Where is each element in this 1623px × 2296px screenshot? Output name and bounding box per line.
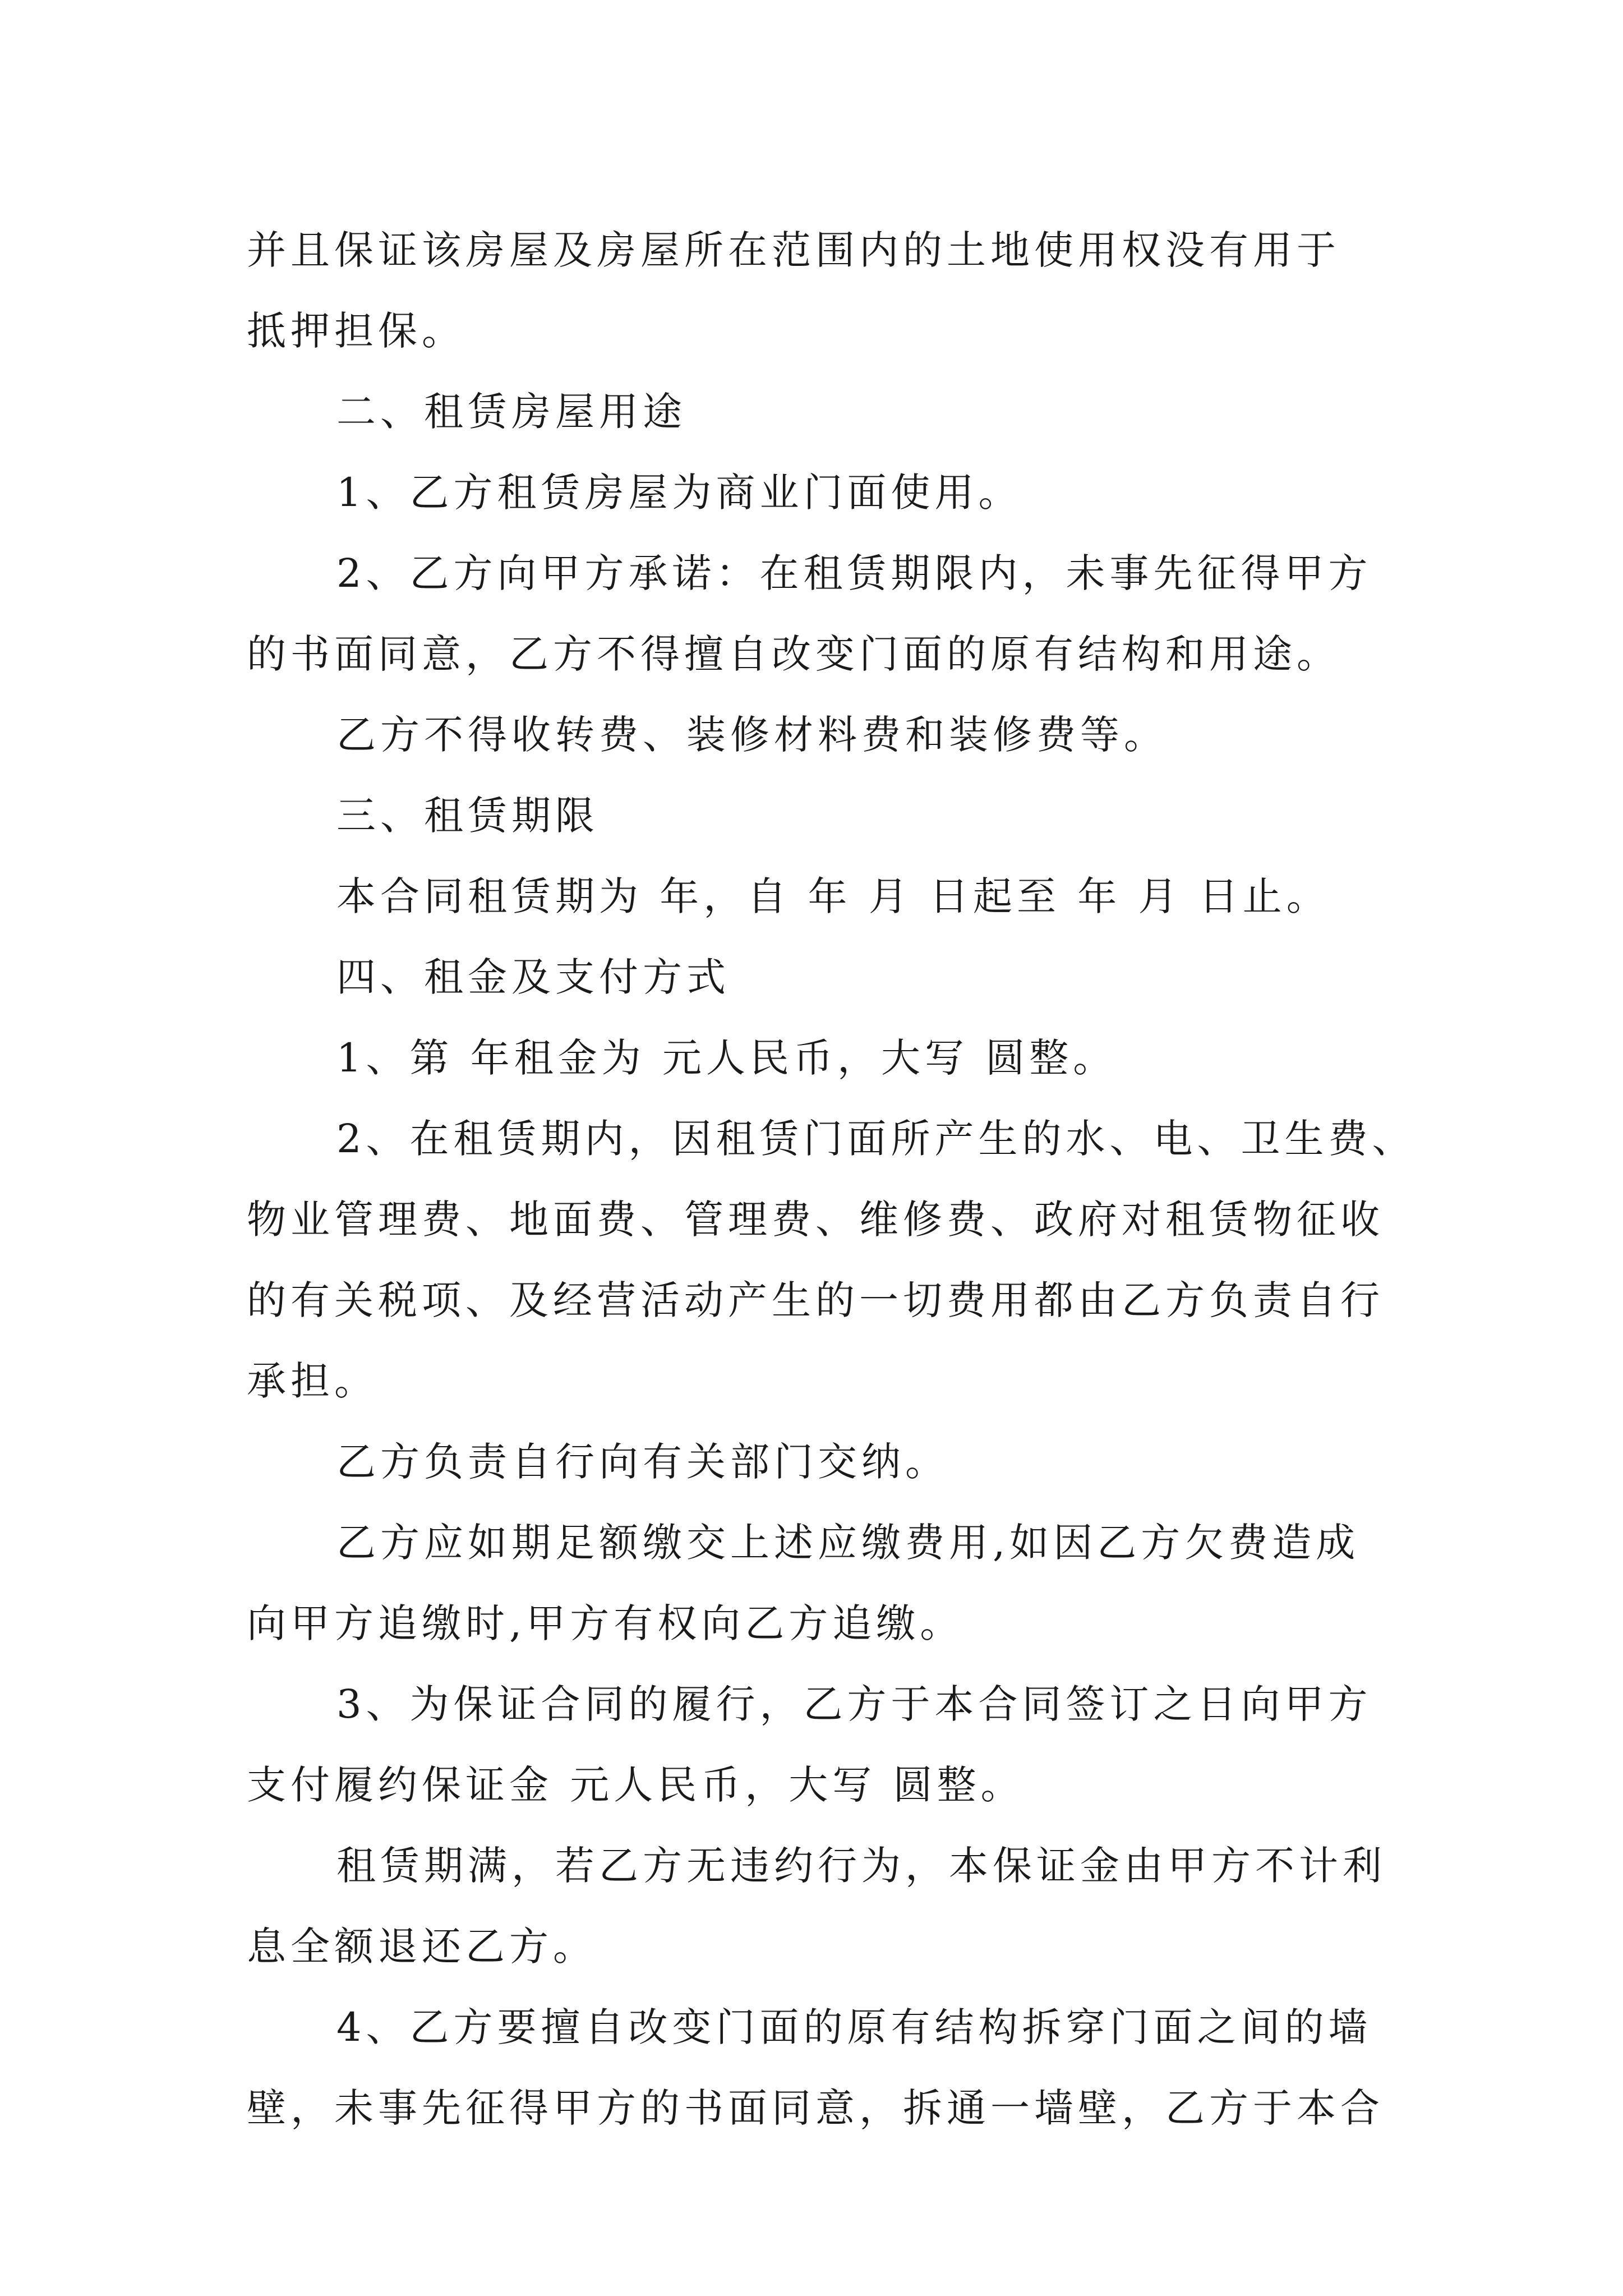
text-line: 租赁期满，若乙方无违约行为，本保证金由甲方不计利 xyxy=(336,1843,1386,1889)
text-line: 4、乙方要擅自改变门面的原有结构拆穿门面之间的墙 xyxy=(336,2004,1372,2050)
text-line: 乙方负责自行向有关部门交纳。 xyxy=(336,1439,949,1485)
text-line: 向甲方追缴时,甲方有权向乙方追缴。 xyxy=(247,1600,964,1646)
text-line: 3、为保证合同的履行，乙方于本合同签订之日向甲方 xyxy=(336,1681,1372,1727)
paragraph-continuation xyxy=(247,210,1385,371)
text-line: 的有关税项、及经营活动产生的一切费用都由乙方负责自行 xyxy=(247,1277,1384,1323)
section-heading-purpose xyxy=(247,371,1385,452)
text-line: 并且保证该房屋及房屋所在范围内的土地使用权没有用于 xyxy=(247,227,1340,273)
text-line: 2、在租赁期内，因租赁门面所产生的水、电、卫生费、 xyxy=(336,1116,1416,1162)
paragraph-structure-change xyxy=(247,1987,1385,2148)
text-line: 乙方应如期足额缴交上述应缴费用,如因乙方欠费造成 xyxy=(336,1520,1360,1566)
paragraph-deposit-refund xyxy=(247,1825,1385,1987)
section-heading-rent xyxy=(247,937,1385,1018)
text-line: 的书面同意，乙方不得擅自改变门面的原有结构和用途。 xyxy=(247,631,1340,677)
text-line: 2、乙方向甲方承诺：在租赁期限内，未事先征得甲方 xyxy=(336,550,1372,596)
text-line: 本合同租赁期为 年，自 年 月 日起至 年 月 日止。 xyxy=(336,873,1330,919)
paragraph-purpose-2 xyxy=(247,533,1385,694)
text-line: 支付履约保证金 元人民币，大写 圆整。 xyxy=(247,1762,1025,1808)
text-line: 四、租金及支付方式 xyxy=(336,954,730,1000)
paragraph-arrears xyxy=(247,1502,1385,1664)
text-line: 抵押担保。 xyxy=(247,308,465,354)
paragraph-purpose-1 xyxy=(247,452,1385,533)
text-line: 三、租赁期限 xyxy=(336,793,599,839)
paragraph-term xyxy=(247,856,1385,937)
text-line: 1、乙方租赁房屋为商业门面使用。 xyxy=(336,470,1022,516)
text-line: 1、第 年租金为 元人民币，大写 圆整。 xyxy=(336,1035,1117,1081)
document-body xyxy=(247,210,1416,2148)
paragraph-pay-departments xyxy=(247,1421,1385,1502)
text-line: 息全额退还乙方。 xyxy=(247,1924,597,1970)
text-line: 壁，未事先征得甲方的书面同意，拆通一墙壁，乙方于本合 xyxy=(247,2085,1384,2131)
text-line: 乙方不得收转费、装修材料费和装修费等。 xyxy=(336,712,1168,758)
paragraph-deposit xyxy=(247,1664,1385,1825)
paragraph-rent-2 xyxy=(247,1098,1416,1421)
paragraph-rent-1 xyxy=(247,1018,1385,1098)
paragraph-no-fees xyxy=(247,694,1385,775)
text-line: 二、租赁房屋用途 xyxy=(336,389,686,435)
text-line: 承担。 xyxy=(247,1358,378,1404)
text-line: 物业管理费、地面费、管理费、维修费、政府对租赁物征收 xyxy=(247,1197,1384,1243)
section-heading-term xyxy=(247,775,1385,856)
